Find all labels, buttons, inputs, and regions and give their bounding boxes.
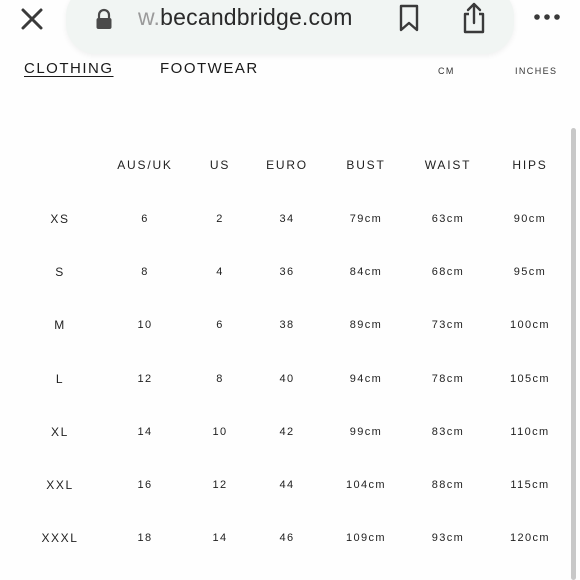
url-prefix: w.: [138, 4, 161, 30]
table-cell: 89cm: [349, 319, 383, 332]
table-cell: 105cm: [509, 372, 551, 385]
table-cell: 88cm: [431, 479, 465, 491]
table-cell: 38: [279, 319, 295, 332]
table-cell: 16: [137, 479, 153, 491]
column-header: AUS/UK: [117, 158, 173, 172]
row-size-label: M: [54, 318, 66, 333]
column-header: EURO: [266, 158, 308, 172]
tab-footwear[interactable]: FOOTWEAR: [160, 60, 259, 77]
table-cell: 14: [137, 425, 153, 438]
table-cell: 99cm: [349, 425, 383, 438]
column-header: WAIST: [424, 158, 472, 172]
row-size-label: XXXL: [41, 531, 79, 546]
url-domain: becandbridge.com: [160, 4, 353, 30]
table-cell: 10: [212, 425, 228, 438]
table-cell: 68cm: [431, 266, 465, 279]
table-cell: 109cm: [345, 532, 387, 545]
table-cell: 36: [279, 266, 295, 279]
row-size-label: XXL: [46, 478, 74, 492]
row-size-label: XS: [50, 212, 70, 226]
table-cell: 8: [141, 266, 149, 279]
table-cell: 10: [137, 319, 153, 332]
unit-toggle-inches[interactable]: INCHES: [515, 66, 558, 76]
table-cell: 40: [279, 372, 295, 385]
column-header: US: [209, 158, 231, 172]
table-cell: 73cm: [431, 319, 465, 332]
table-cell: 6: [141, 213, 149, 225]
table-cell: 18: [137, 532, 153, 545]
column-header: HIPS: [512, 158, 548, 172]
table-cell: 4: [216, 266, 224, 279]
table-cell: 6: [216, 319, 224, 332]
table-cell: 42: [279, 425, 295, 438]
table-cell: 8: [216, 372, 224, 385]
scrollbar[interactable]: [571, 128, 576, 580]
table-cell: 100cm: [509, 319, 551, 332]
table-cell: 90cm: [513, 213, 547, 225]
table-cell: 120cm: [509, 532, 551, 545]
table-cell: 110cm: [510, 425, 550, 438]
table-cell: 79cm: [349, 213, 383, 225]
row-size-label: S: [55, 265, 65, 280]
table-cell: 2: [216, 213, 224, 225]
table-cell: 84cm: [349, 266, 383, 279]
table-cell: 93cm: [431, 532, 465, 545]
table-cell: 46: [279, 532, 295, 545]
table-cell: 94cm: [349, 372, 383, 385]
table-cell: 12: [137, 372, 153, 385]
table-cell: 115cm: [510, 479, 550, 491]
table-cell: 44: [279, 479, 295, 491]
table-cell: 34: [279, 213, 295, 225]
row-size-label: XL: [51, 424, 69, 439]
table-cell: 12: [212, 479, 228, 491]
table-cell: 78cm: [431, 372, 465, 385]
tab-clothing[interactable]: CLOTHING: [24, 60, 114, 77]
table-cell: 95cm: [513, 266, 547, 279]
column-header: BUST: [346, 158, 386, 172]
table-cell: 104cm: [345, 479, 387, 491]
row-size-label: L: [55, 371, 65, 386]
table-cell: 83cm: [431, 425, 465, 438]
table-cell: 63cm: [431, 213, 465, 225]
unit-toggle-cm[interactable]: CM: [438, 66, 455, 76]
table-cell: 14: [212, 532, 228, 545]
